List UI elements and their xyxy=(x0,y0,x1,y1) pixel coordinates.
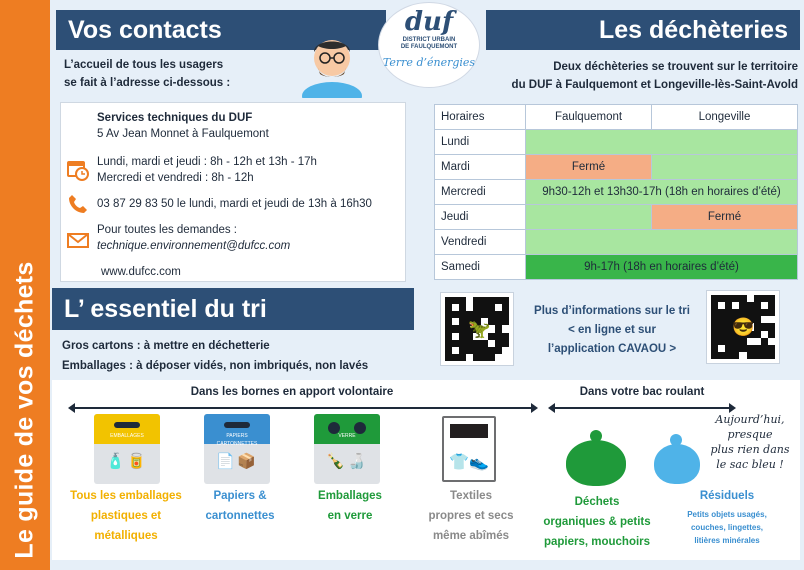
qr-module xyxy=(718,323,725,330)
qr-module xyxy=(452,318,459,325)
qr-module xyxy=(718,309,725,316)
qr-module xyxy=(488,297,495,304)
qr-module xyxy=(754,302,761,309)
qr-module xyxy=(488,354,495,361)
contact-email[interactable]: technique.environnement@dufcc.com xyxy=(97,240,291,252)
qr-module xyxy=(452,340,459,347)
caption-organiques-line3: papiers, mouchoirs xyxy=(543,536,651,548)
caption-papiers-line1: Papiers & xyxy=(213,490,267,502)
qr-module xyxy=(711,323,718,330)
saturday-hours: 9h-17h (18h en horaires d’été) xyxy=(526,255,798,280)
qr-module xyxy=(502,347,509,354)
qr-module xyxy=(754,352,761,359)
contact-card xyxy=(60,102,406,282)
qr-module xyxy=(747,345,754,352)
blue-bag-knot xyxy=(670,434,682,446)
bin-papiers-tag: PAPIERS CARTONNETTES xyxy=(216,433,258,447)
qr-module xyxy=(761,338,768,345)
qr-module xyxy=(747,352,754,359)
qr-module xyxy=(754,316,761,323)
caption-organiques-line2: organiques & petits xyxy=(543,516,651,528)
sidebar-title: Le guide de vos déchets xyxy=(10,261,39,559)
qr-module xyxy=(488,304,495,311)
qr-module xyxy=(761,295,768,302)
qr-module xyxy=(481,347,488,354)
mascot-illustration xyxy=(292,28,372,98)
logo-mark: duf xyxy=(404,7,454,37)
qr-module xyxy=(754,323,761,330)
bin-verre-tag: VERRE xyxy=(338,433,356,439)
handwritten-note xyxy=(700,412,800,472)
qr-module xyxy=(768,323,775,330)
more-info-line1: Plus d’informations sur le tri xyxy=(534,305,690,317)
qr-module xyxy=(495,340,502,347)
qr-module xyxy=(445,304,452,311)
residuels-line2: couches, lingettes, xyxy=(690,523,764,532)
qr-module xyxy=(768,295,775,302)
mardi-faulquemont-ferme: Fermé xyxy=(526,155,652,180)
qr-module xyxy=(732,345,739,352)
table-row xyxy=(435,255,798,280)
contact-email-label: Pour toutes les demandes : xyxy=(97,224,237,236)
bornes-title: Dans les bornes en apport volontaire xyxy=(190,386,394,398)
qr-module xyxy=(711,352,718,359)
residuels-line1: Petits objets usagés, xyxy=(687,510,767,519)
qr-module xyxy=(452,311,459,318)
qr-module xyxy=(739,338,746,345)
qr-module xyxy=(754,345,761,352)
qr-module xyxy=(718,338,725,345)
qr-module xyxy=(459,297,466,304)
qr-module xyxy=(732,352,739,359)
caption-organiques xyxy=(532,492,662,552)
qr-module xyxy=(452,325,459,332)
qr-module xyxy=(761,309,768,316)
bac-arrow xyxy=(554,407,730,409)
qr-module xyxy=(445,325,452,332)
contacts-intro xyxy=(64,56,304,92)
qr-module xyxy=(488,340,495,347)
qr-module xyxy=(466,311,473,318)
qr-module xyxy=(452,347,459,354)
clothing-icon: 👕👟 xyxy=(449,454,489,471)
day-lundi: Lundi xyxy=(435,130,526,155)
caption-papiers xyxy=(192,486,288,526)
header-tri: L’ essentiel du tri xyxy=(52,288,414,330)
qr-module xyxy=(502,325,509,332)
caption-verre xyxy=(302,486,398,526)
qr-module xyxy=(445,347,452,354)
qr-module xyxy=(725,338,732,345)
qr-module xyxy=(502,311,509,318)
essentiel-line1: Gros cartons : à mettre en déchetterie xyxy=(62,340,270,352)
qr-module xyxy=(495,347,502,354)
bac-title: Dans votre bac roulant xyxy=(579,386,705,398)
blue-bag-icon xyxy=(654,444,700,484)
qr-module xyxy=(452,297,459,304)
qr-module xyxy=(466,354,473,361)
qr-module xyxy=(725,345,732,352)
qr-module xyxy=(466,347,473,354)
contacts-intro-line1: L’accueil de tous les usagers xyxy=(64,59,224,71)
qr-module xyxy=(459,311,466,318)
mardi-longeville xyxy=(652,155,798,180)
qr-module xyxy=(725,295,732,302)
qr-module xyxy=(747,309,754,316)
mascot-face-icon: 😎 xyxy=(732,317,755,337)
col-longeville: Longeville xyxy=(652,105,798,130)
contact-website[interactable]: www.dufcc.com xyxy=(101,266,181,278)
qr-module xyxy=(711,338,718,345)
qr-module xyxy=(711,309,718,316)
qr-module xyxy=(452,354,459,361)
qr-module xyxy=(732,302,739,309)
qr-module xyxy=(768,331,775,338)
qr-module xyxy=(768,316,775,323)
vendredi-hours xyxy=(526,230,798,255)
packaging-icon: 🧴🥫 xyxy=(106,453,148,470)
qr-module xyxy=(761,316,768,323)
caption-verre-line1: Emballages xyxy=(318,490,382,502)
qr-module xyxy=(495,325,502,332)
caption-textiles-line1: Textiles xyxy=(450,490,492,502)
contact-hours-line1: Lundi, mardi et jeudi : 8h - 12h et 13h - 17h xyxy=(97,156,317,168)
qr-module xyxy=(754,309,761,316)
table-row xyxy=(435,205,798,230)
qr-module xyxy=(718,295,725,302)
qr-module xyxy=(711,316,718,323)
qr-module xyxy=(502,304,509,311)
qr-module xyxy=(459,347,466,354)
note-line4: le sac bleu ! xyxy=(716,458,784,471)
qr-module xyxy=(466,297,473,304)
qr-module xyxy=(747,295,754,302)
qr-module xyxy=(732,309,739,316)
contacts-intro-line2: se fait à l’adresse ci-dessous : xyxy=(64,77,231,89)
green-bag-knot xyxy=(590,430,602,442)
qr-module xyxy=(473,340,480,347)
qr-module xyxy=(473,304,480,311)
qr-module xyxy=(481,354,488,361)
caption-verre-line2: en verre xyxy=(327,510,373,522)
qr-module xyxy=(481,340,488,347)
note-line3: plus rien dans xyxy=(710,443,790,456)
bin-emballages xyxy=(94,414,160,484)
sidebar xyxy=(0,0,50,570)
caption-textiles-line3: même abîmés xyxy=(432,530,510,542)
qr-module xyxy=(445,354,452,361)
col-horaires: Horaires xyxy=(435,105,526,130)
logo-subtitle: Terre d’énergies xyxy=(382,56,476,69)
qr-module xyxy=(445,340,452,347)
contact-org: Services techniques du DUF xyxy=(97,112,253,124)
qr-module xyxy=(495,333,502,340)
qr-module xyxy=(711,295,718,302)
logo-name xyxy=(379,37,479,51)
qr-module xyxy=(502,333,509,340)
logo-name-line1: DISTRICT URBAIN xyxy=(402,37,456,43)
qr-module xyxy=(761,352,768,359)
header-decheteries: Les déchèteries xyxy=(486,10,800,50)
bin-papiers xyxy=(204,414,270,484)
caption-textiles-line2: propres et secs xyxy=(428,510,514,522)
qr-module xyxy=(754,338,761,345)
qr-module xyxy=(473,347,480,354)
contact-address: 5 Av Jean Monnet à Faulquemont xyxy=(97,128,269,140)
dinosaur-icon: 🦖 xyxy=(468,319,491,339)
qr-module xyxy=(768,338,775,345)
qr-module xyxy=(459,304,466,311)
day-vendredi: Vendredi xyxy=(435,230,526,255)
bin-textiles xyxy=(442,416,496,482)
sorting-panel xyxy=(52,380,800,560)
qr-module xyxy=(725,302,732,309)
email-icon xyxy=(67,229,89,251)
more-info-line3[interactable]: l’application CAVAOU > xyxy=(547,343,677,355)
table-row xyxy=(435,230,798,255)
qr-module xyxy=(459,340,466,347)
table-row xyxy=(435,180,798,205)
day-samedi: Samedi xyxy=(435,255,526,280)
qr-module xyxy=(725,309,732,316)
qr-module xyxy=(502,318,509,325)
qr-module xyxy=(459,318,466,325)
qr-module xyxy=(739,345,746,352)
day-mardi: Mardi xyxy=(435,155,526,180)
qr-module xyxy=(768,345,775,352)
jeudi-faulquemont xyxy=(526,205,652,230)
decheteries-intro-line1: Deux déchèteries se trouvent sur le territoire xyxy=(553,61,798,73)
qr-module xyxy=(495,354,502,361)
qr-module xyxy=(445,311,452,318)
qr-module xyxy=(739,295,746,302)
decheteries-intro xyxy=(434,58,798,94)
qr-module xyxy=(495,297,502,304)
decheteries-intro-line2: du DUF à Faulquemont et Longeville-lès-Saint-Avold xyxy=(511,79,798,91)
qr-module xyxy=(459,333,466,340)
schedule-header-row xyxy=(435,105,798,130)
qr-module xyxy=(732,338,739,345)
caption-emballages-line2: plastiques et xyxy=(90,510,162,522)
caption-emballages xyxy=(58,486,194,546)
essentiel-line2: Emballages : à déposer vidés, non imbriqués, non lavés xyxy=(62,360,369,372)
qr-module xyxy=(466,304,473,311)
qr-module xyxy=(761,323,768,330)
day-jeudi: Jeudi xyxy=(435,205,526,230)
qr-module xyxy=(481,297,488,304)
qr-module xyxy=(466,340,473,347)
qr-module xyxy=(754,331,761,338)
weekday-hours: 9h30-12h et 13h30-17h (18h en horaires d’été) xyxy=(526,180,798,205)
calendar-clock-icon xyxy=(67,159,89,181)
qr-module xyxy=(725,352,732,359)
qr-module xyxy=(502,340,509,347)
table-row xyxy=(435,130,798,155)
qr-module xyxy=(768,302,775,309)
qr-module xyxy=(481,304,488,311)
caption-emballages-line1: Tous les emballages xyxy=(70,490,182,502)
note-line2: presque xyxy=(727,428,773,441)
qr-module xyxy=(739,302,746,309)
qr-module xyxy=(473,354,480,361)
caption-residuels-title: Résiduels xyxy=(699,490,755,502)
qr-module xyxy=(747,302,754,309)
qr-module xyxy=(768,352,775,359)
qr-module xyxy=(768,309,775,316)
qr-module xyxy=(711,302,718,309)
qr-module xyxy=(445,297,452,304)
qr-module xyxy=(495,304,502,311)
bornes-arrow xyxy=(74,407,532,409)
lundi-hours xyxy=(526,130,798,155)
day-mercredi: Mercredi xyxy=(435,180,526,205)
note-line1: Aujourd’hui, xyxy=(715,413,785,426)
qr-module xyxy=(739,352,746,359)
glass-bottle-icon: 🍾🍶 xyxy=(326,453,368,470)
logo-name-line2: DE FAULQUEMONT xyxy=(400,44,458,50)
caption-organiques-line1: Déchets xyxy=(574,496,620,508)
qr-module xyxy=(459,325,466,332)
qr-module xyxy=(718,316,725,323)
qr-module xyxy=(452,304,459,311)
qr-module xyxy=(732,295,739,302)
contact-phone[interactable]: 03 87 29 83 50 le lundi, mardi et jeudi de 13h à 16h30 xyxy=(97,198,372,210)
phone-icon xyxy=(67,193,89,215)
caption-textiles xyxy=(416,486,526,546)
qr-module xyxy=(481,311,488,318)
caption-emballages-line3: métalliques xyxy=(94,530,158,542)
qr-module xyxy=(495,318,502,325)
qr-module xyxy=(488,311,495,318)
qr-module xyxy=(718,302,725,309)
bin-verre xyxy=(314,414,380,484)
qr-module xyxy=(445,318,452,325)
paper-icon: 📄📦 xyxy=(216,453,258,470)
qr-module xyxy=(718,331,725,338)
bin-emballages-tag: EMBALLAGES xyxy=(110,433,144,439)
qr-module xyxy=(495,311,502,318)
qr-module xyxy=(473,297,480,304)
qr-module xyxy=(761,331,768,338)
residuels-line3: litières minérales xyxy=(694,536,760,545)
more-info-line2[interactable]: < en ligne et sur xyxy=(568,324,656,336)
contact-hours-line2: Mercredi et vendredi : 8h - 12h xyxy=(97,172,254,184)
qr-module xyxy=(761,345,768,352)
caption-papiers-line2: cartonnettes xyxy=(205,510,275,522)
qr-module xyxy=(473,311,480,318)
qr-module xyxy=(452,333,459,340)
col-faulquemont: Faulquemont xyxy=(526,105,652,130)
qr-module xyxy=(488,347,495,354)
table-row xyxy=(435,155,798,180)
more-info xyxy=(522,302,702,359)
qr-module xyxy=(711,345,718,352)
qr-module xyxy=(754,295,761,302)
qr-module xyxy=(718,345,725,352)
jeudi-longeville-ferme: Fermé xyxy=(652,205,798,230)
header-contacts: Vos contacts xyxy=(56,10,386,50)
green-bag-icon xyxy=(566,440,626,486)
qr-module xyxy=(502,297,509,304)
qr-module xyxy=(761,302,768,309)
qr-module xyxy=(445,333,452,340)
qr-module xyxy=(459,354,466,361)
schedule-table xyxy=(434,104,798,280)
qr-module xyxy=(711,331,718,338)
qr-module xyxy=(747,338,754,345)
qr-module xyxy=(718,352,725,359)
qr-module xyxy=(502,354,509,361)
caption-residuels-list xyxy=(670,508,784,547)
qr-module xyxy=(739,309,746,316)
